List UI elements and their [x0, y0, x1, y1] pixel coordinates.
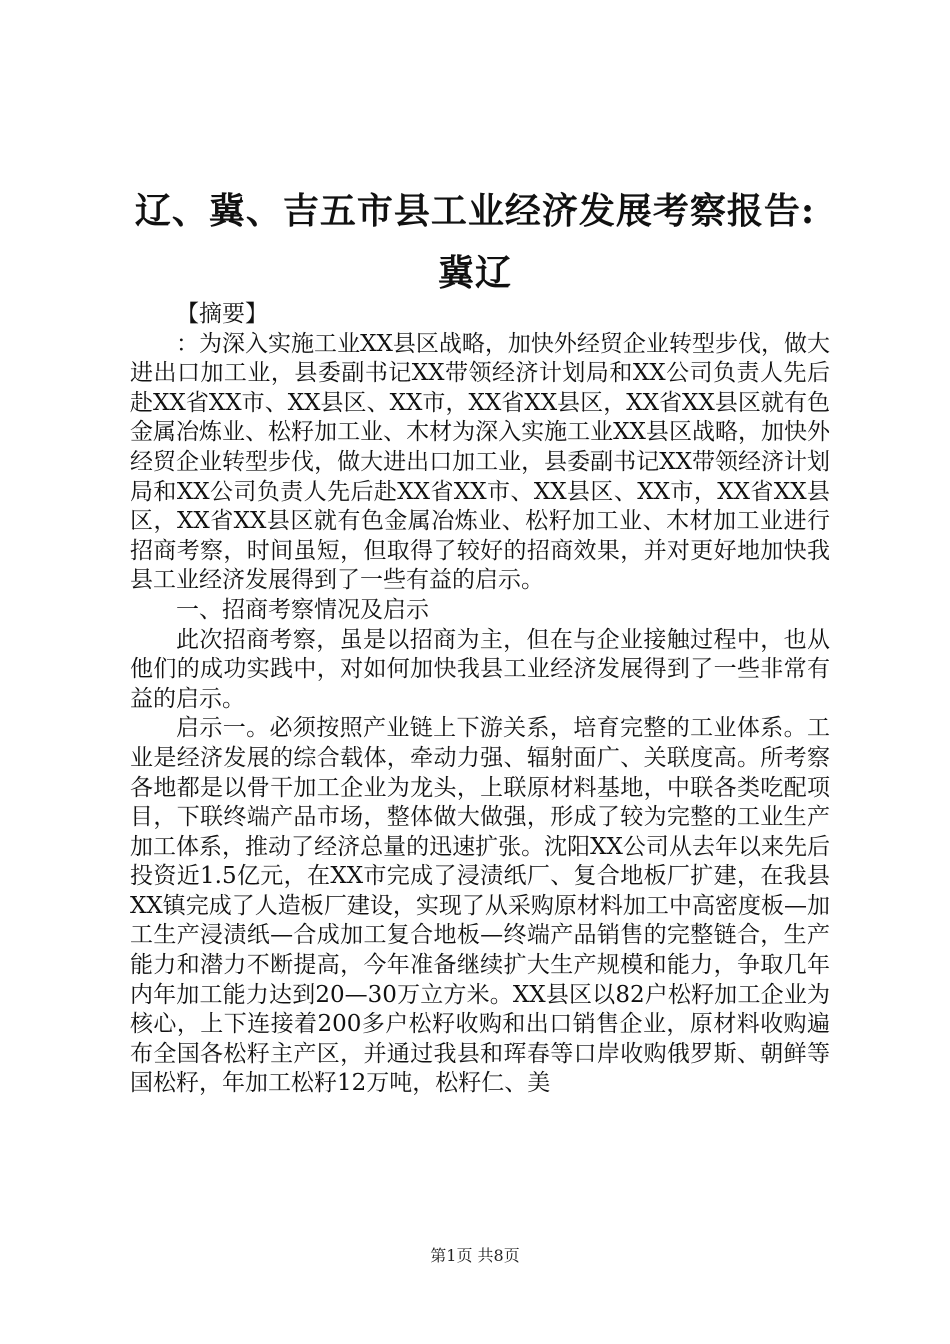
document-body [130, 300, 830, 1099]
document-title: 辽、冀、吉五市县工业经济发展考察报告:冀辽 [134, 190, 816, 294]
page-number-footer: 第1页 共8页 [430, 1246, 520, 1265]
abstract-label: 【摘要】 [176, 301, 268, 327]
paragraph-insight-1: 启示一。必须按照产业链上下游关系，培育完整的工业体系。工业是经济发展的综合载体，牵动力强、辐射面广、关联度高。所考察各地都是以骨干加工企业为龙头，上联原材料基地，中联各类吃配项目，下联终端产品市场，整体做大做强，形成了较为完整的工业生产加工体系，推动了经济总量的迅速扩张。沈阳XX公司从去年以来先后投资近1.5亿元，在XX市完成了浸渍纸厂、复合地板厂扩建，在我县XX镇完成了人造板厂建设，实现了从采购原材料加工中高密度板—加工生产浸渍纸—合成加工复合地板—终端产品销售的完整链合，生产能力和潜力不断提高，今年准备继续扩大生产规模和能力，争取几年内年加工能力达到20—30万立方米。XX县区以82户松籽加工企业为核心，上下连接着200多户松籽收购和出口销售企业，原材料收购遍布全国各松籽主产区，并通过我县和珲春等口岸收购俄罗斯、朝鲜等国松籽，年加工松籽12万吨，松籽仁、美 [130, 715, 830, 1097]
paragraph-intro: 此次招商考察，虽是以招商为主，但在与企业接触过程中，也从他们的成功实践中，对如何加快我县工业经济发展得到了一些非常有益的启示。 [130, 626, 830, 712]
section-heading-1: 一、招商考察情况及启示 [176, 596, 429, 623]
paragraph-abstract: ：为深入实施工业XX县区战略，加快外经贸企业转型步伐，做大进出口加工业，县委副书记XX带领经济计划局和XX公司负责人先后赴XX省XX市、XX县区、XX市，XX省XX县区，XX省XX县区就有色金属冶炼业、松籽加工业、木材为深入实施工业XX县区战略，加快外经贸企业转型步伐，做大进出口加工业，县委副书记XX带领经济计划局和XX公司负责人先后赴XX省XX市、XX县区、XX市，XX省XX县区，XX省XX县区就有色金属冶炼业、松籽加工业、木材加工业进行招商考察，时间虽短，但取得了较好的招商效果，并对更好地加快我县工业经济发展得到了一些有益的启示。 [130, 330, 830, 594]
